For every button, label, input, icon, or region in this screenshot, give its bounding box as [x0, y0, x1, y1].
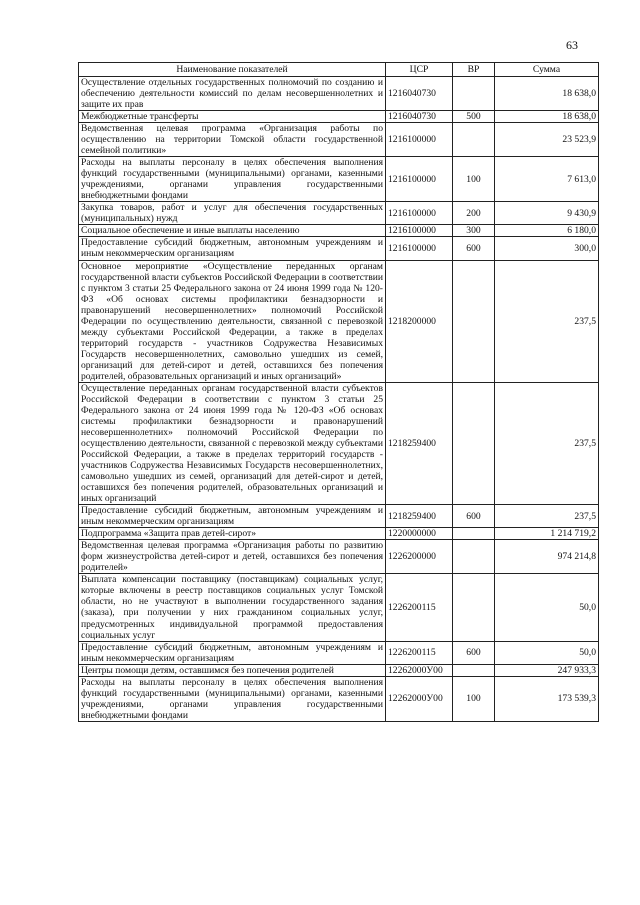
- row-vr: [453, 664, 495, 676]
- table-body: [79, 77, 599, 722]
- row-sum: 300,0: [495, 237, 599, 260]
- row-csr: 1216100000: [386, 225, 453, 237]
- row-sum: 23 523,9: [495, 123, 599, 157]
- table-row: [79, 664, 599, 676]
- row-name: Выплата компенсации поставщику (поставщикам) социальных услуг, которые включены в реестр поставщиков социальных услуг Томской области, но не участвуют в выполнении государственного задания (заказа), при получении у них гражданином социальных услуг, предусмотренных индивидуальной программой предоставления социальных услуг: [79, 574, 386, 641]
- row-name: Межбюджетные трансферты: [79, 111, 386, 123]
- table-header-row: [79, 63, 599, 77]
- row-sum: 18 638,0: [495, 77, 599, 111]
- row-vr: 300: [453, 225, 495, 237]
- row-vr: 200: [453, 202, 495, 225]
- row-name: Ведомственная целевая программа «Организация работы по осуществлению на территории Томской области государственной семейной политики»: [79, 123, 386, 157]
- row-csr: 1218200000: [386, 260, 453, 382]
- row-csr: 1218259400: [386, 505, 453, 528]
- table-row: [79, 528, 599, 540]
- row-csr: 1216100000: [386, 237, 453, 260]
- table-row: [79, 202, 599, 225]
- row-name: Центры помощи детям, оставшимся без попечения родителей: [79, 664, 386, 676]
- row-sum: 1 214 719,2: [495, 528, 599, 540]
- row-name: Осуществление переданных органам государственной власти субъектов Российской Федерации в соответствии с пунктом 3 статьи 25 Федерального закона от 24 июня 1999 года № 120-ФЗ «Об основах системы профилактики безнадзорности и правонарушений несовершеннолетних» полномочий Российской Федерации по осуществлению деятельности, связанной с перевозкой между субъектами Российской Федерации, а также в пределах территорий государств - участников Содружества Независимых Государств несовершеннолетних, самовольно ушедших из семей, организаций для детей-сирот и детей, оставшихся без попечения родителей, образовательных организаций и иных организаций: [79, 382, 386, 504]
- row-csr: 1226200115: [386, 574, 453, 641]
- row-vr: [453, 77, 495, 111]
- row-vr: [453, 123, 495, 157]
- table-row: [79, 540, 599, 574]
- table-row: [79, 123, 599, 157]
- row-name: Предоставление субсидий бюджетным, автономным учреждениям и иным некоммерческим организациям: [79, 641, 386, 664]
- row-csr: 1226200000: [386, 540, 453, 574]
- row-vr: 100: [453, 676, 495, 721]
- table-row: [79, 505, 599, 528]
- row-vr: 500: [453, 111, 495, 123]
- row-sum: 237,5: [495, 260, 599, 382]
- row-name: Социальное обеспечение и иные выплаты населению: [79, 225, 386, 237]
- row-csr: 1216100000: [386, 157, 453, 202]
- row-sum: 974 214,8: [495, 540, 599, 574]
- row-sum: 50,0: [495, 574, 599, 641]
- header-name: Наименование показателей: [79, 63, 386, 77]
- table-row: [79, 641, 599, 664]
- row-vr: 600: [453, 237, 495, 260]
- table-row: [79, 157, 599, 202]
- row-csr: 12262000У00: [386, 676, 453, 721]
- table-row: [79, 77, 599, 111]
- header-vr: ВР: [453, 63, 495, 77]
- row-vr: [453, 574, 495, 641]
- row-name: Основное мероприятие «Осуществление переданных органам государственной власти субъектов Российской Федерации в соответствии с пунктом 3 статьи 25 Федерального закона от 24 июня 1999 года № 120-ФЗ «Об основах системы профилактики безнадзорности и правонарушений несовершеннолетних» полномочий Российской Федерации по осуществлению деятельности, связанной с перевозкой между субъектами Российской Федерации, а также в пределах территорий государств - участников Содружества Независимых Государств несовершеннолетних, самовольно ушедших из семей, организаций для детей-сирот и детей, оставшихся без попечения родителей, образовательных организаций и иных организаций»: [79, 260, 386, 382]
- row-csr: 1216100000: [386, 123, 453, 157]
- row-name: Расходы на выплаты персоналу в целях обеспечения выполнения функций государственными (муниципальными) органами, казенными учреждениями, органами управления государственными внебюджетными фондами: [79, 157, 386, 202]
- row-sum: 9 430,9: [495, 202, 599, 225]
- row-name: Осуществление отдельных государственных полномочий по созданию и обеспечению деятельности комиссий по делам несовершеннолетних и защите их прав: [79, 77, 386, 111]
- table-row: [79, 382, 599, 504]
- row-csr: 1220000000: [386, 528, 453, 540]
- table-row: [79, 237, 599, 260]
- row-vr: 100: [453, 157, 495, 202]
- row-csr: 1226200115: [386, 641, 453, 664]
- row-vr: [453, 540, 495, 574]
- page-number: 63: [566, 38, 578, 52]
- row-csr: 12262000У00: [386, 664, 453, 676]
- header-csr: ЦСР: [386, 63, 453, 77]
- row-vr: [453, 528, 495, 540]
- row-vr: 600: [453, 505, 495, 528]
- row-name: Расходы на выплаты персоналу в целях обеспечения выполнения функций государственными (муниципальными) органами, казенными учреждениями, органами управления государственными внебюджетными фондами: [79, 676, 386, 721]
- row-sum: 6 180,0: [495, 225, 599, 237]
- row-sum: 173 539,3: [495, 676, 599, 721]
- row-csr: 1216040730: [386, 111, 453, 123]
- budget-table: [78, 62, 599, 722]
- row-sum: 237,5: [495, 382, 599, 504]
- row-vr: 600: [453, 641, 495, 664]
- row-name: Закупка товаров, работ и услуг для обеспечения государственных (муниципальных) нужд: [79, 202, 386, 225]
- header-sum: Сумма: [495, 63, 599, 77]
- row-name: Предоставление субсидий бюджетным, автономным учреждениям и иным некоммерческим организациям: [79, 505, 386, 528]
- table-row: [79, 111, 599, 123]
- row-vr: [453, 260, 495, 382]
- table-row: [79, 574, 599, 641]
- table-row: [79, 676, 599, 721]
- row-sum: 237,5: [495, 505, 599, 528]
- row-name: Предоставление субсидий бюджетным, автономным учреждениям и иным некоммерческим организациям: [79, 237, 386, 260]
- row-name: Ведомственная целевая программа «Организация работы по развитию форм жизнеустройства детей-сирот и детей, оставшихся без попечения родителей»: [79, 540, 386, 574]
- row-sum: 18 638,0: [495, 111, 599, 123]
- row-csr: 1218259400: [386, 382, 453, 504]
- table-row: [79, 260, 599, 382]
- row-sum: 247 933,3: [495, 664, 599, 676]
- row-vr: [453, 382, 495, 504]
- row-name: Подпрограмма «Защита прав детей-сирот»: [79, 528, 386, 540]
- row-sum: 50,0: [495, 641, 599, 664]
- row-csr: 1216040730: [386, 77, 453, 111]
- row-csr: 1216100000: [386, 202, 453, 225]
- row-sum: 7 613,0: [495, 157, 599, 202]
- table-row: [79, 225, 599, 237]
